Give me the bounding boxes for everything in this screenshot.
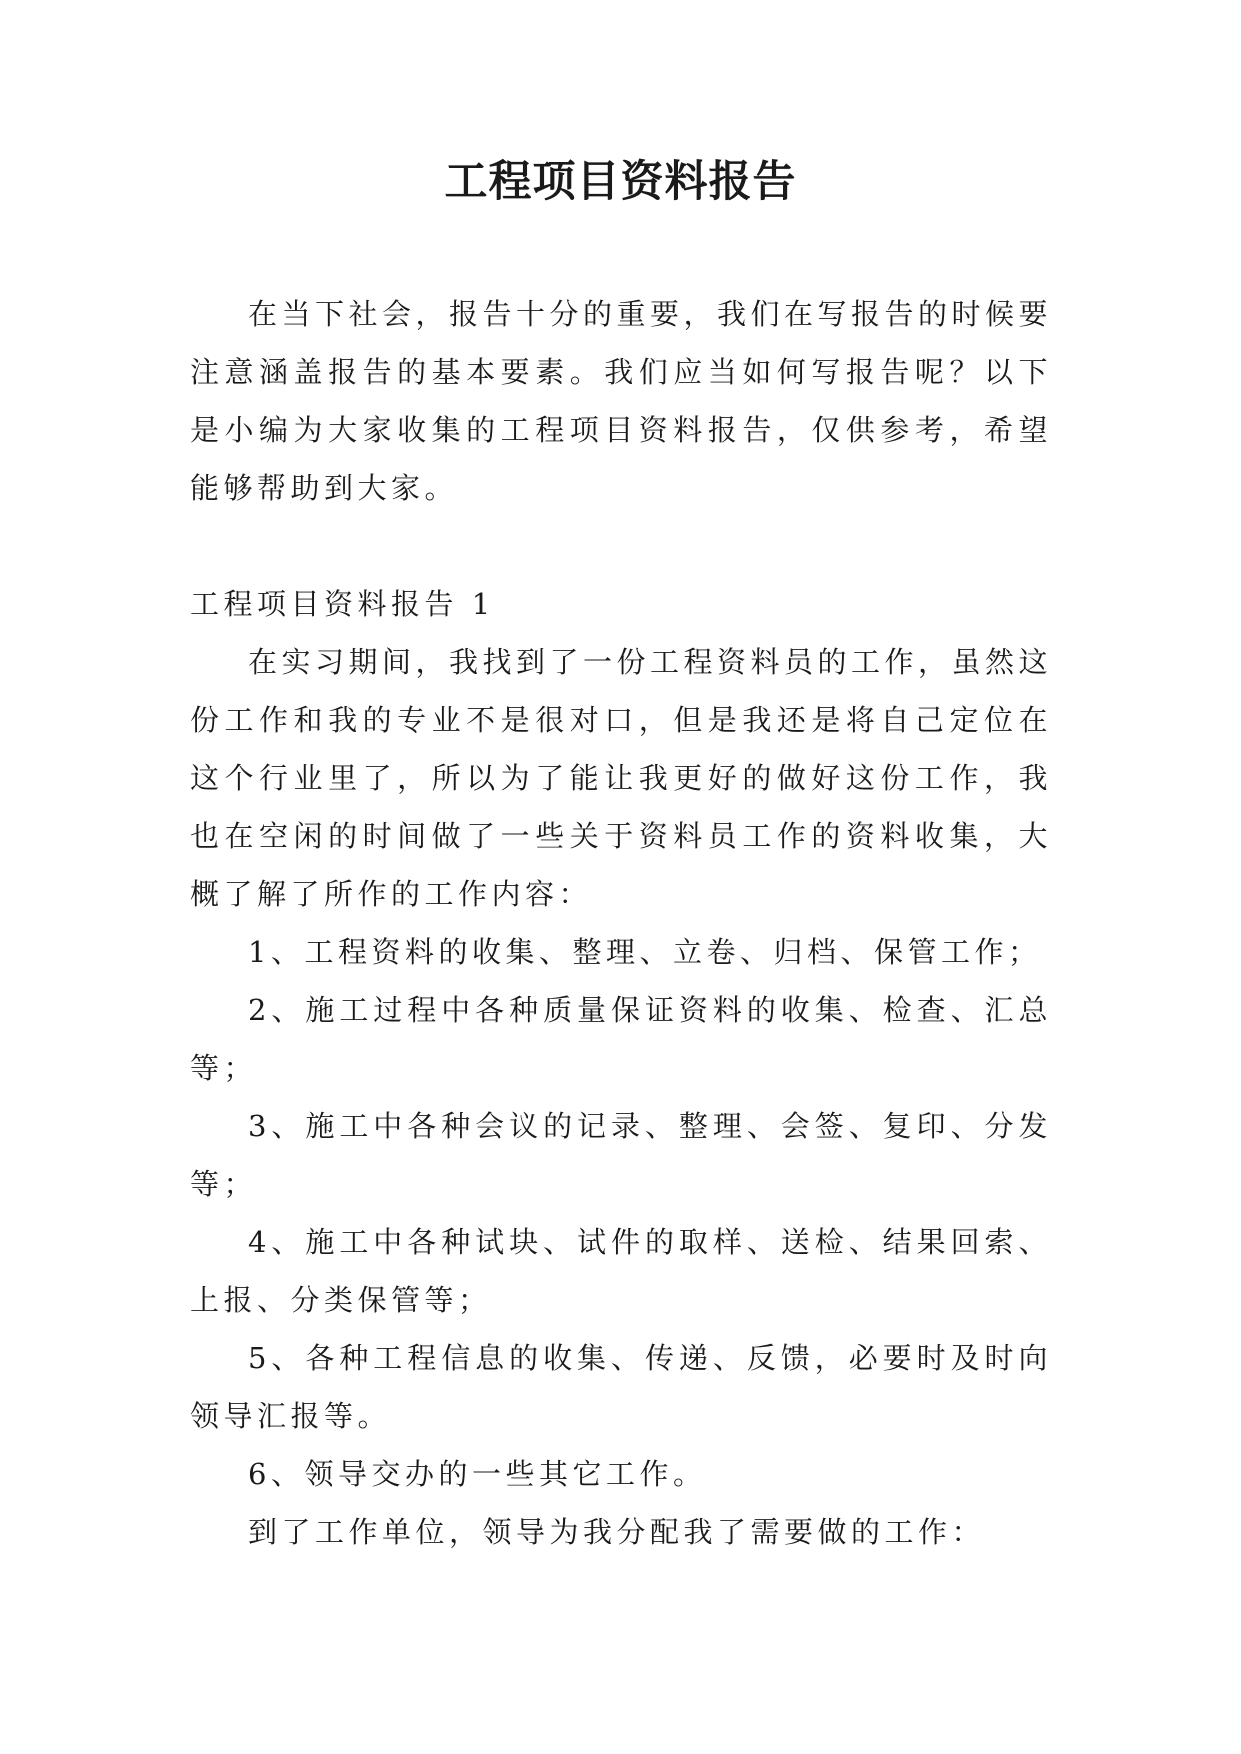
section-heading: 工程项目资料报告 1 [190,587,495,621]
list-item: 6、领导交办的一些其它工作。 [248,1457,707,1491]
body-paragraph: 在实习期间，我找到了一份工程资料员的工作，虽然这份工作和我的专业不是很对口，但是我还是将自己定位在这个行业里了，所以为了能让我更好的做好这份工作，我也在空闲的时间做了一些关于资料员工作的资料收集，大概了解了所作的工作内容： [190,645,1053,911]
intro-paragraph: 在当下社会，报告十分的重要，我们在写报告的时候要注意涵盖报告的基本要素。我们应当如何写报告呢？以下是小编为大家收集的工程项目资料报告，仅供参考，希望能够帮助到大家。 [190,297,1053,505]
document-title: 工程项目资料报告 [444,157,797,207]
list-item: 5、各种工程信息的收集、传递、反馈，必要时及时向领导汇报等。 [190,1341,1052,1433]
list-item: 4、施工中各种试块、试件的取样、送检、结果回索、上报、分类保管等； [190,1225,1052,1317]
document-body [190,285,1052,1561]
closing-paragraph: 到了工作单位，领导为我分配我了需要做的工作： [248,1515,986,1549]
list-item: 2、施工过程中各种质量保证资料的收集、检查、汇总等； [190,993,1052,1085]
list-item: 1、工程资料的收集、整理、立卷、归档、保管工作； [248,935,1042,969]
list-item: 3、施工中各种会议的记录、整理、会签、复印、分发等； [190,1109,1052,1201]
paragraph-gap [190,517,1052,575]
